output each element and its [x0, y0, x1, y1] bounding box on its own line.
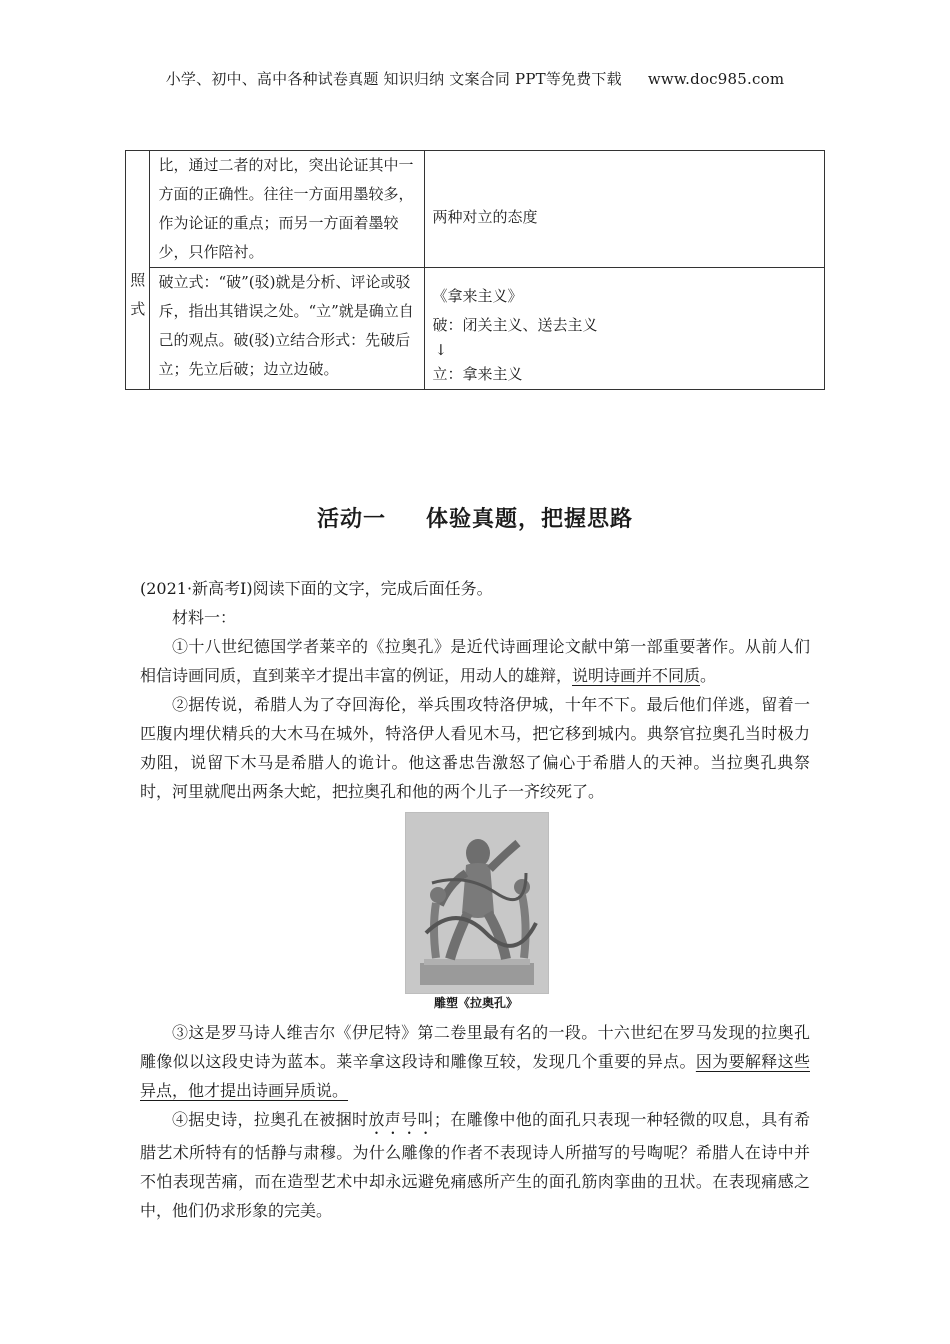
page-header	[0, 68, 950, 89]
example-line-establish: 立：拿来主义	[432, 365, 523, 383]
emphasis-dots-phrase: 放声号叫	[368, 1110, 434, 1129]
table-cell-description: 比，通过二者的对比，突出论证其中一方面的正确性。往往一方面用墨较多，作为论证的重点；而另一方面着墨较少，只作陪衬。	[150, 151, 424, 268]
laocoon-statue-image	[405, 812, 549, 994]
section-title-number: 活动一	[316, 506, 386, 532]
example-text: 两种对立的态度	[432, 208, 538, 226]
statue-icon	[406, 813, 548, 993]
type-label-bottom: 式	[130, 300, 146, 318]
figure-caption: 雕塑《拉奥孔》	[433, 996, 518, 1010]
paragraphs-top	[140, 632, 810, 806]
paragraphs-bottom	[140, 1018, 810, 1225]
table-type-cell	[126, 151, 150, 390]
table-cell-example	[424, 151, 824, 268]
underlined-phrase: 说明诗画并不同质	[572, 666, 701, 685]
paragraph-1: ①十八世纪德国学者莱辛的《拉奥孔》是近代诗画理论文献中第一部重要著作。从前人们相信诗画同质，直到莱辛才提出丰富的例证，用动人的雄辩，说明诗画并不同质。	[140, 637, 810, 685]
paragraph-3: ③这是罗马诗人维吉尔《伊尼特》第二卷里最有名的一段。十六世纪在罗马发现的拉奥孔雕像似以这段史诗为蓝本。莱辛拿这段诗和雕像互较，发现几个重要的异点。因为要解释这些异点，他才提出诗画异质说。	[140, 1023, 810, 1100]
example-title: 《拿来主义》	[432, 287, 523, 305]
table-row	[126, 268, 825, 390]
type-label-top: 照	[130, 271, 146, 289]
question-source: (2021·新高考Ⅰ)阅读下面的文字，完成后面任务。	[140, 579, 493, 598]
argument-structure-table	[125, 150, 825, 390]
table-cell-example	[424, 268, 824, 390]
paragraph-4: ④据史诗，拉奥孔在被捆时放声号叫；在雕像中他的面孔只表现一种轻微的叹息，具有希腊艺术所特有的恬静与肃穆。为什么雕像的作者不表现诗人所描写的号啕呢？希腊人在诗中并不怕表现苦痛，而在造型艺术中却永远避免痛感所产生的面孔筋肉挛曲的丑状。在表现痛感之中，他们仍求形象的完美。	[140, 1110, 810, 1220]
example-line-break: 破：闭关主义、送去主义	[432, 316, 598, 334]
table-cell-description: 破立式：“破”(驳)就是分析、评论或驳斥，指出其错误之处。“立”就是确立自己的观点。破(驳)立结合形式：先破后立；先立后破；边立边破。	[150, 268, 424, 390]
intro-block	[140, 574, 810, 632]
underlined-phrase: 因为要解释这些异点，他才提出诗画异质说。	[140, 1052, 810, 1100]
table-row	[126, 151, 825, 268]
section-title-text: 体验真题，把握思路	[426, 506, 634, 532]
header-url[interactable]: www.doc985.com	[647, 70, 785, 88]
header-site-text: 小学、初中、高中各种试卷真题 知识归纳 文案合同 PPT等免费下载	[165, 70, 622, 88]
paragraph-2: ②据传说，希腊人为了夺回海伦，举兵围攻特洛伊城，十年不下。最后他们佯逃，留着一匹腹内埋伏精兵的大木马在城外，特洛伊人看见木马，把它移到城内。典祭官拉奥孔当时极力劝阻，说留下木马是希腊人的诡计。他这番忠告激怒了偏心于希腊人的天神。当拉奥孔典祭时，河里就爬出两条大蛇，把拉奥孔和他的两个儿子一齐绞死了。	[140, 695, 810, 801]
down-arrow-icon: ↓	[434, 341, 448, 359]
section-title	[0, 502, 950, 533]
material-label: 材料一：	[172, 608, 237, 627]
